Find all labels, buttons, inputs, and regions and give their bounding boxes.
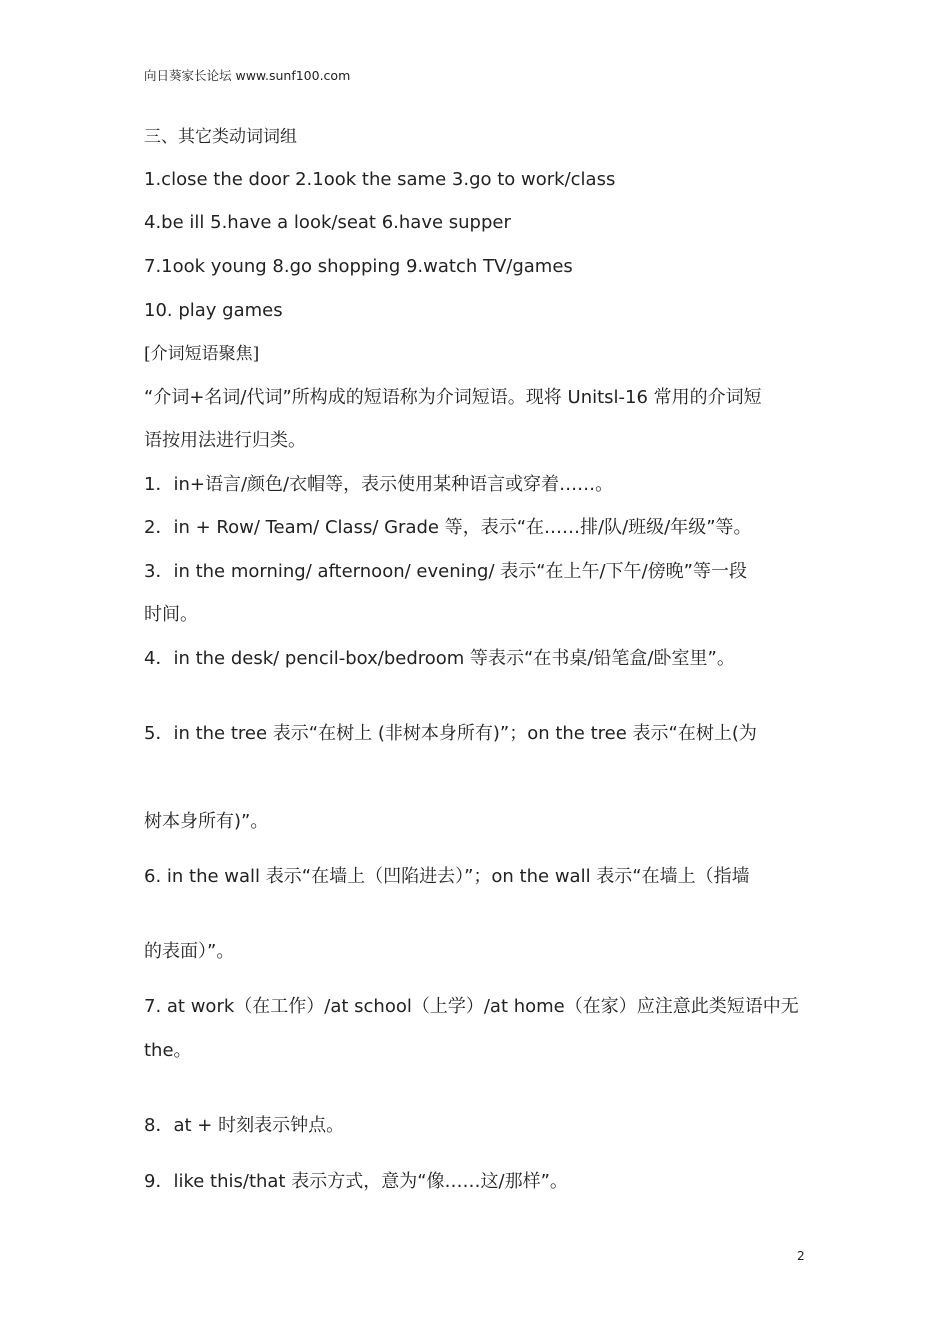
verb-phrase-line: 7.1ook young 8.go shopping 9.watch TV/games (144, 256, 573, 277)
section-title: 三、其它类动词词组 (144, 127, 297, 147)
verb-phrase-line: 10. play games (144, 300, 283, 321)
list-item: 6. in the wall 表示“在墙上（凹陷进去）”；on the wall 表示“在墙上（指墙 (144, 866, 750, 887)
intro-line: 语按用法进行归类。 (144, 430, 306, 451)
list-item: 3．in the morning/ afternoon/ evening/ 表示“在上午/下午/傍晚”等一段 (144, 561, 748, 582)
list-item: 8．at + 时刻表示钟点。 (144, 1115, 345, 1136)
list-item: 4．in the desk/ pencil-box/bedroom 等表示“在书桌/铅笔盒/卧室里”。 (144, 648, 735, 669)
list-item: 7. at work（在工作）/at school（上学）/at home（在家）应注意此类短语中无 (144, 996, 799, 1017)
list-item: 9．like this/that 表示方式，意为“像……这/那样”。 (144, 1171, 568, 1192)
list-item: 时间。 (144, 604, 198, 625)
page-header: 向日葵家长论坛 www.sunf100.com (144, 68, 351, 83)
list-item: the。 (144, 1040, 192, 1061)
list-item: 2．in + Row/ Team/ Class/ Grade 等，表示“在……排/队/班级/年级”等。 (144, 517, 752, 538)
list-item: 1．in+语言/颜色/衣帽等，表示使用某种语言或穿着……。 (144, 474, 614, 495)
verb-phrase-line: 1.close the door 2.1ook the same 3.go to work/class (144, 169, 616, 190)
list-item: 5．in the tree 表示“在树上 (非树本身所有)”；on the tree 表示“在树上(为 (144, 723, 757, 744)
intro-line: “介词+名词/代词”所构成的短语称为介词短语。现将 Unitsl-16 常用的介词短 (144, 387, 762, 408)
verb-phrase-line: 4.be ill 5.have a look/seat 6.have supper (144, 212, 511, 233)
list-item: 的表面）”。 (144, 941, 235, 962)
prep-heading: [介词短语聚焦] (144, 344, 260, 364)
page-number: 2 (797, 1249, 805, 1263)
list-item: 树本身所有)”。 (144, 811, 269, 832)
